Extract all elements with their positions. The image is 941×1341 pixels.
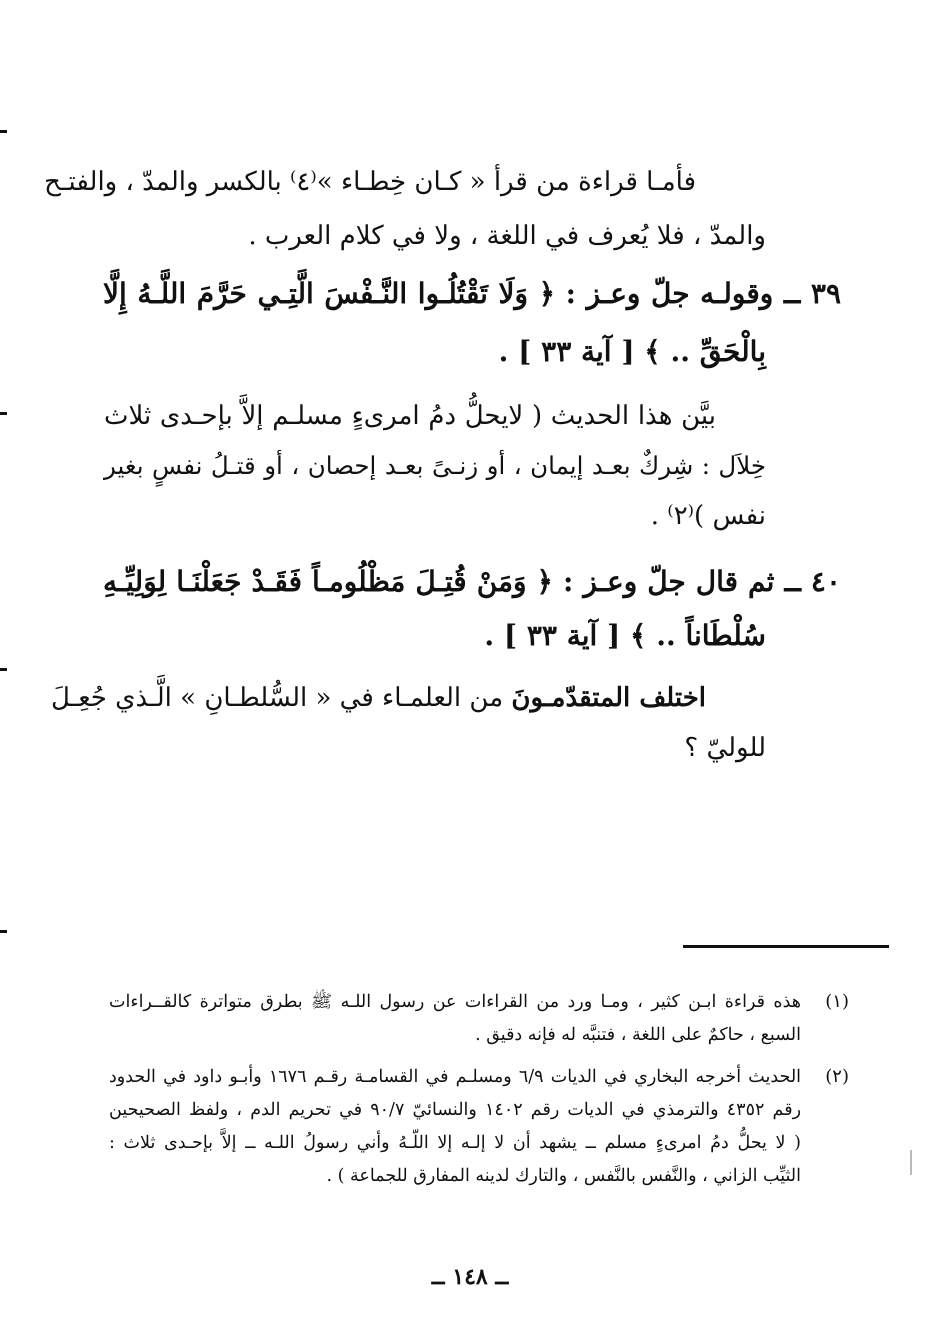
footnote-separator xyxy=(683,945,889,948)
verse-40-line-2: سُلْطَاناً .. ﴾ [ آية ٣٣ ] . xyxy=(484,619,766,652)
margin-mark xyxy=(0,412,7,415)
footnote-2-line-3: ( لا يحلُّ دمُ امرىءٍ مسلم ــ يشهد أن لا إلـه إلا اللّـهُ وأني رسولُ اللـه ــ إلاَّ بإحـدى ثلاث : xyxy=(109,1133,801,1153)
margin-mark xyxy=(910,1150,912,1175)
paragraph-2-line-2: خِلاَل : شِركٌ بعـد إيمان ، أو زنـىً بعـد إحصان ، أو قتـلُ نفسٍ بغير xyxy=(104,451,766,480)
page-number: ــ ١٤٨ ــ xyxy=(431,1264,509,1290)
verse-40-line-1: ٤٠ ــ ثم قال جلّ وعـز : ﴿ وَمَنْ قُتِـلَ مَظْلُومـاً فَقَـدْ جَعَلْنَـا لِوَلِيِّـهِ xyxy=(103,565,841,598)
paragraph-1-line-1: فأمـا قراءة من قرأ « كـان خِطـاء »⁽٤⁾ بالكسر والمدّ ، والفتـح xyxy=(44,167,696,197)
footnote-1-line-1: هذه قراءة ابـن كثير ، ومـا ورد من القراءات عن رسول اللـه ﷺ بطرق متواترة كالقــراءات xyxy=(109,992,801,1012)
footnote-1-number: (١) xyxy=(825,991,849,1012)
paragraph-1-line-2: والمدّ ، فلا يُعرف في اللغة ، ولا في كلام العرب . xyxy=(248,221,766,251)
verse-39-line-1: ٣٩ ــ وقولـه جلّ وعـز : ﴿ وَلَا تَقْتُلُـوا النَّـفْسَ الَّتِـي حَرَّمَ اللَّـهُ إِلَّا xyxy=(103,277,841,310)
margin-mark xyxy=(0,668,7,671)
margin-mark xyxy=(0,130,7,133)
paragraph-3-line-1 xyxy=(51,676,706,720)
margin-mark xyxy=(0,930,7,933)
paragraph-3-rest: من العلمـاء في « السُّلطـانِ » الَّـذي جُعِـلَ xyxy=(50,683,512,713)
verse-39-line-2: بِالْحَقِّ .. ﴾ [ آية ٣٣ ] . xyxy=(498,335,766,368)
paragraph-3-bold-phrase: اختلف المتقدّمـونَ xyxy=(511,683,706,713)
paragraph-2-line-1: بيَّن هذا الحديث ( لايحلُّ دمُ امرىءٍ مسلـم إلاَّ بإحـدى ثلاث xyxy=(104,401,716,431)
footnote-2-line-1: الحديث أخرجه البخاري في الديات ٦/٩ ومسلـم في القسامـة رقـم ١٦٧٦ وأبـو داود في الحدود xyxy=(109,1067,802,1087)
paragraph-2-line-3: نفس )⁽٢⁾ . xyxy=(650,501,766,531)
footnote-2-line-2: رقم ٤٣٥٢ والترمذي في الديات رقم ١٤٠٢ والنسائيّ ٩٠/٧ في تحريم الدم ، ولفظ الصحيحين xyxy=(109,1100,802,1120)
paragraph-3-line-2: للوليّ ؟ xyxy=(684,733,766,763)
footnote-2-number: (٢) xyxy=(825,1066,849,1087)
footnote-2-line-4: الثيِّب الزاني ، والنَّفس بالنَّفس ، والتارك لدينه المفارق للجماعة ) . xyxy=(326,1166,801,1186)
footnote-1-line-2: السبع ، حاكمٌ على اللغة ، فتنبَّه له فإنه دقيق . xyxy=(475,1025,801,1045)
